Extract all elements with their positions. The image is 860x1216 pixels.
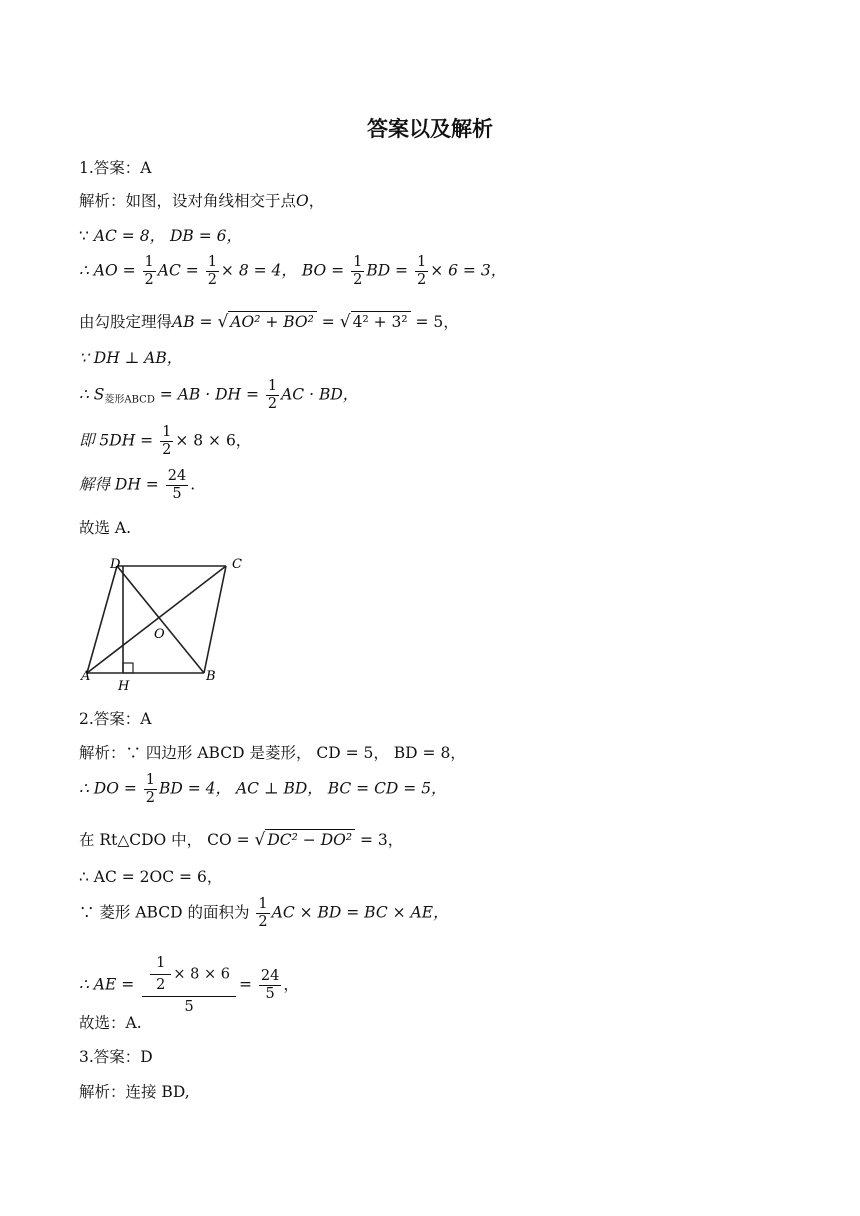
q2-line-1: 解析：∵ 四边形 ABCD 是菱形， CD = 5， BD = 8， (79, 744, 466, 762)
q2-l3-end: = 3， (360, 831, 404, 849)
q2-l2-b: BD = 4， AC ⊥ BD， BC = CD = 5， (159, 779, 447, 798)
q2-l6-eq: = (238, 975, 252, 994)
q1-l3-d: BD = (366, 261, 409, 280)
frac-den: 2 (145, 790, 156, 806)
frac-num: 1 (150, 955, 171, 975)
label-o: O (154, 627, 165, 642)
q3-answer: 3.答案：D (79, 1048, 153, 1066)
because-symbol: ∵ (79, 227, 89, 245)
q1-line-8 (79, 468, 195, 503)
frac-den: 2 (267, 396, 278, 412)
q3-line-1: 解析：连接 BD, (79, 1083, 190, 1101)
label-h: H (118, 679, 130, 694)
q1-point-o: O (296, 192, 309, 210)
q1-radicand-1: AO² + BO² (228, 311, 317, 332)
frac-num: 1 (353, 254, 363, 270)
edge-ad (87, 566, 117, 673)
fraction-half (351, 254, 364, 289)
q1-l6-a: ∴ S (79, 385, 105, 404)
fraction-half (256, 896, 269, 931)
label-d: D (110, 557, 121, 572)
rhombus-figure (76, 550, 256, 695)
fraction-half (415, 254, 428, 289)
q2-answer: 2.答案：A (79, 710, 152, 728)
compound-den: 5 (184, 999, 194, 1015)
q2-l2-a: ∴ DO = (79, 779, 137, 798)
sqrt-icon: √ (254, 830, 266, 850)
q1-l5-text: ∵ DH ⊥ AB， (79, 349, 183, 367)
q2-line-2 (79, 772, 447, 807)
compound-fraction (142, 955, 236, 1016)
q1-line-7 (79, 424, 251, 459)
q1-line-1: 解析：如图，设对角线相交于点O， (79, 192, 325, 210)
q1-l4-pre: 由勾股定理得 (79, 313, 173, 331)
q1-l4-eq: = (321, 313, 335, 331)
fraction-24-5 (166, 468, 188, 503)
label-a: A (81, 669, 91, 684)
q1-l3-e: × 6 = 3， (430, 261, 507, 280)
fraction-half (143, 254, 156, 289)
diagonal-ac (87, 566, 226, 673)
frac-num: 1 (416, 254, 427, 270)
q1-line-1-text: 解析：如图，设对角线相交于点 (79, 192, 297, 210)
fraction-24-5 (259, 968, 281, 1003)
diagonal-db (117, 566, 204, 673)
q2-l3-a: 在 Rt△CDO 中， CO = (79, 831, 250, 849)
q1-l4-end: = 5， (415, 313, 459, 331)
q2-line-6 (79, 955, 299, 1016)
q1-l3-a: ∴ AO = (79, 261, 136, 280)
q2-line-3 (79, 829, 403, 850)
frac-den: 2 (416, 272, 427, 288)
frac-num: 1 (258, 896, 268, 912)
frac-den: 2 (144, 272, 154, 288)
page-title: 答案以及解析 (367, 117, 493, 141)
fraction-half (266, 378, 279, 413)
q1-l7-a: 即 5DH = (79, 431, 154, 450)
frac-num: 24 (260, 968, 280, 984)
q1-line-5 (79, 348, 182, 368)
frac-num: 24 (167, 468, 187, 484)
frac-den: 5 (172, 486, 182, 502)
frac-num: 1 (207, 254, 217, 270)
frac-num: 1 (144, 254, 154, 270)
right-angle-icon (123, 663, 133, 673)
q1-line-2-text: AC = 8， DB = 6， (93, 227, 243, 245)
q1-l6-sub: 菱形ABCD (104, 394, 155, 406)
q1-l8-a: 解得 DH = (79, 475, 159, 494)
label-b: B (206, 669, 216, 684)
fraction-half (144, 772, 157, 807)
q1-l6-c: AC · BD， (281, 385, 359, 404)
label-c: C (232, 557, 242, 572)
q1-line-6 (79, 378, 358, 413)
q1-l7-b: × 8 × 6， (175, 431, 252, 450)
sqrt-icon: √ (217, 312, 229, 332)
q2-line-7: 故选：A. (79, 1014, 142, 1032)
frac-num: 1 (267, 378, 278, 394)
fraction-half (160, 424, 173, 459)
q1-line-9: 故选 A. (79, 519, 132, 537)
frac-num: 1 (162, 424, 172, 440)
q1-radicand-2: 4² + 3² (351, 311, 411, 332)
frac-den: 2 (258, 914, 268, 930)
q2-l5-a: ∵ 菱形 ABCD 的面积为 (79, 903, 250, 922)
q2-l6-top: × 8 × 6 (173, 966, 230, 983)
q1-l6-b: = AB · DH = (159, 385, 259, 404)
q1-l3-c: × 8 = 4， BO = (220, 261, 345, 280)
fraction-half (206, 254, 219, 289)
q2-l6-a: ∴ AE = (79, 975, 135, 994)
q1-l8-end: . (190, 475, 196, 494)
q1-l4-ab: AB = (172, 313, 213, 331)
q1-line-2 (79, 226, 242, 246)
compound-num (142, 955, 236, 997)
fraction-half (150, 955, 171, 994)
frac-den: 2 (207, 272, 217, 288)
q1-line-3 (79, 254, 506, 289)
q2-radicand: DC² − DO² (265, 829, 355, 850)
q2-l6-end: ， (283, 975, 299, 994)
edge-cb (204, 566, 226, 673)
frac-den: 2 (162, 442, 172, 458)
q2-line-4: ∴ AC = 2OC = 6， (79, 868, 223, 886)
frac-den: 2 (156, 977, 166, 993)
frac-num: 1 (145, 772, 156, 788)
q1-line-4 (79, 311, 459, 332)
q2-line-5 (79, 896, 449, 931)
sqrt-icon: √ (339, 312, 351, 332)
q2-l5-b: AC × BD = BC × AE， (271, 903, 449, 922)
frac-den: 5 (265, 986, 275, 1002)
frac-den: 2 (353, 272, 363, 288)
q1-answer: 1.答案：A (79, 159, 152, 177)
q1-l3-b: AC = (157, 261, 199, 280)
